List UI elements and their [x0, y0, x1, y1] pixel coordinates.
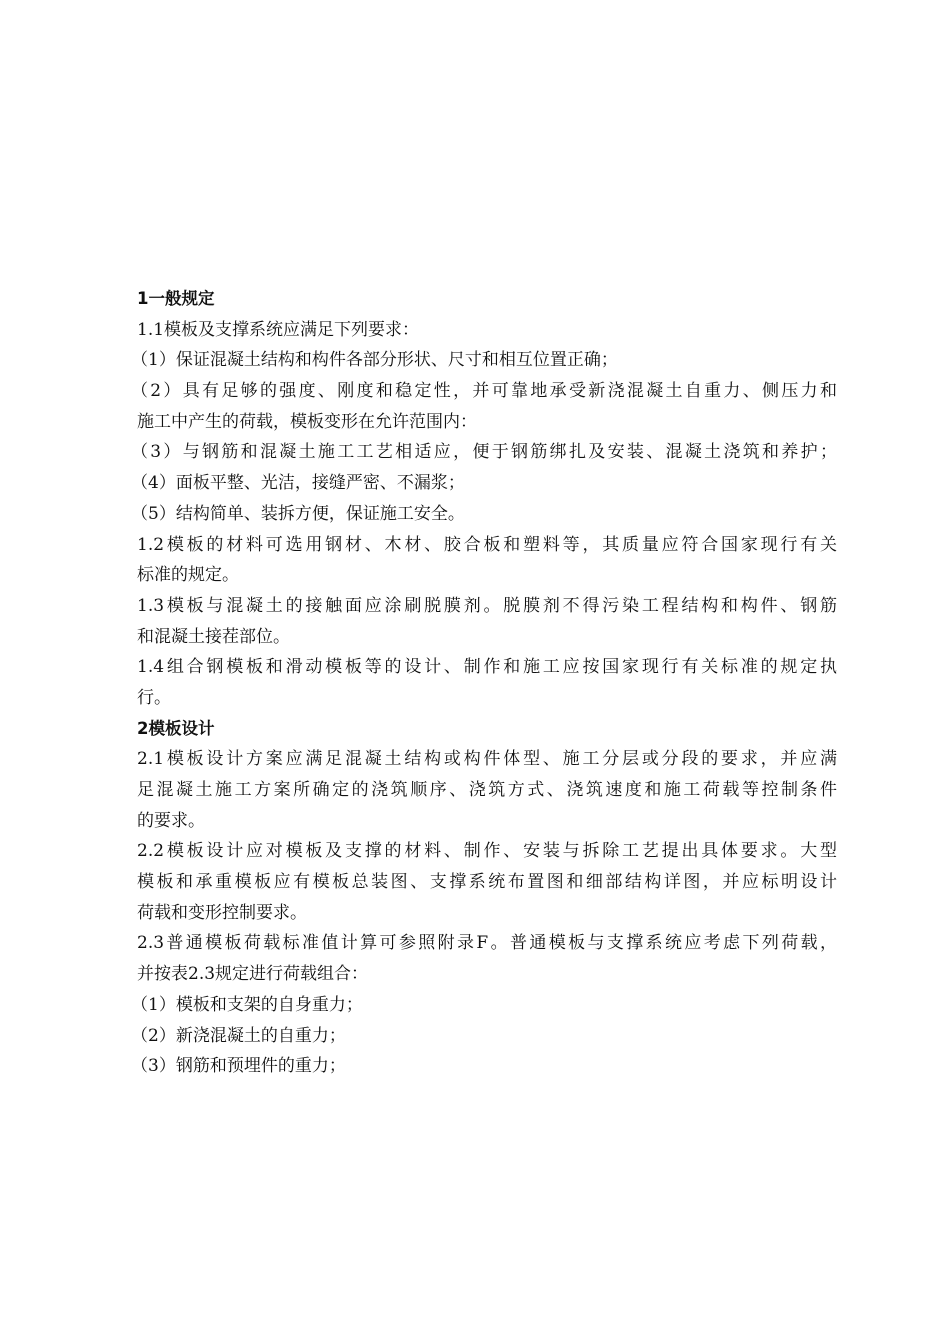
paragraph-line: 2.1模板设计方案应满足混凝土结构或构件体型、施工分层或分段的要求，并应满 [137, 749, 837, 770]
paragraph-line: 足混凝土施工方案所确定的浇筑顺序、浇筑方式、浇筑速度和施工荷载等控制条件 [137, 780, 837, 800]
paragraph-line: 模板和承重模板应有模板总装图、支撑系统布置图和细部结构详图，并应标明设计 [137, 872, 837, 893]
list-item-line: （3）钢筋和预埋件的重力； [131, 1056, 346, 1077]
list-item-line: （2）新浇混凝土的自重力； [131, 1025, 346, 1046]
list-item-line: （3）与钢筋和混凝土施工工艺相适应，便于钢筋绑扎及安装、混凝土浇筑和养护； [131, 442, 837, 463]
paragraph-line: 1.3模板与混凝土的接触面应涂刷脱膜剂。脱膜剂不得污染工程结构和构件、钢筋 [137, 595, 837, 616]
paragraph-line: 2.2模板设计应对模板及支撑的材料、制作、安装与拆除工艺提出具体要求。大型 [137, 841, 837, 862]
document-body [131, 284, 837, 1082]
paragraph-line: 标准的规定。 [137, 565, 239, 586]
list-item-line: （1）模板和支架的自身重力； [131, 994, 363, 1015]
list-item-line: （1）保证混凝土结构和构件各部分形状、尺寸和相互位置正确； [131, 350, 618, 371]
paragraph-line: 施工中产生的荷载，模板变形在允许范围内： [137, 411, 477, 432]
paragraph-line: 荷载和变形控制要求。 [137, 902, 307, 923]
paragraph-line: 1.4组合钢模板和滑动模板等的设计、制作和施工应按国家现行有关标准的规定执 [137, 657, 837, 678]
list-item-line: （5）结构简单、装拆方便，保证施工安全。 [131, 503, 465, 524]
list-item-line: （4）面板平整、光洁，接缝严密、不漏浆； [131, 473, 465, 494]
section-heading: 1一般规定 [137, 289, 215, 308]
paragraph-line: 2.3普通模板荷载标准值计算可参照附录F。普通模板与支撑系统应考虑下列荷载， [137, 933, 837, 954]
paragraph-line: 和混凝土接茬部位。 [137, 626, 290, 647]
paragraph-line: 1.2模板的材料可选用钢材、木材、胶合板和塑料等，其质量应符合国家现行有关 [137, 534, 837, 555]
paragraph-line: 1.1模板及支撑系统应满足下列要求： [137, 319, 420, 340]
list-item-line: （2）具有足够的强度、刚度和稳定性，并可靠地承受新浇混凝土自重力、侧压力和 [131, 381, 837, 402]
paragraph-line: 并按表2.3规定进行荷载组合： [137, 964, 369, 985]
paragraph-line: 的要求。 [137, 810, 205, 831]
section-heading: 2模板设计 [137, 718, 215, 738]
paragraph-line: 行。 [137, 687, 171, 708]
